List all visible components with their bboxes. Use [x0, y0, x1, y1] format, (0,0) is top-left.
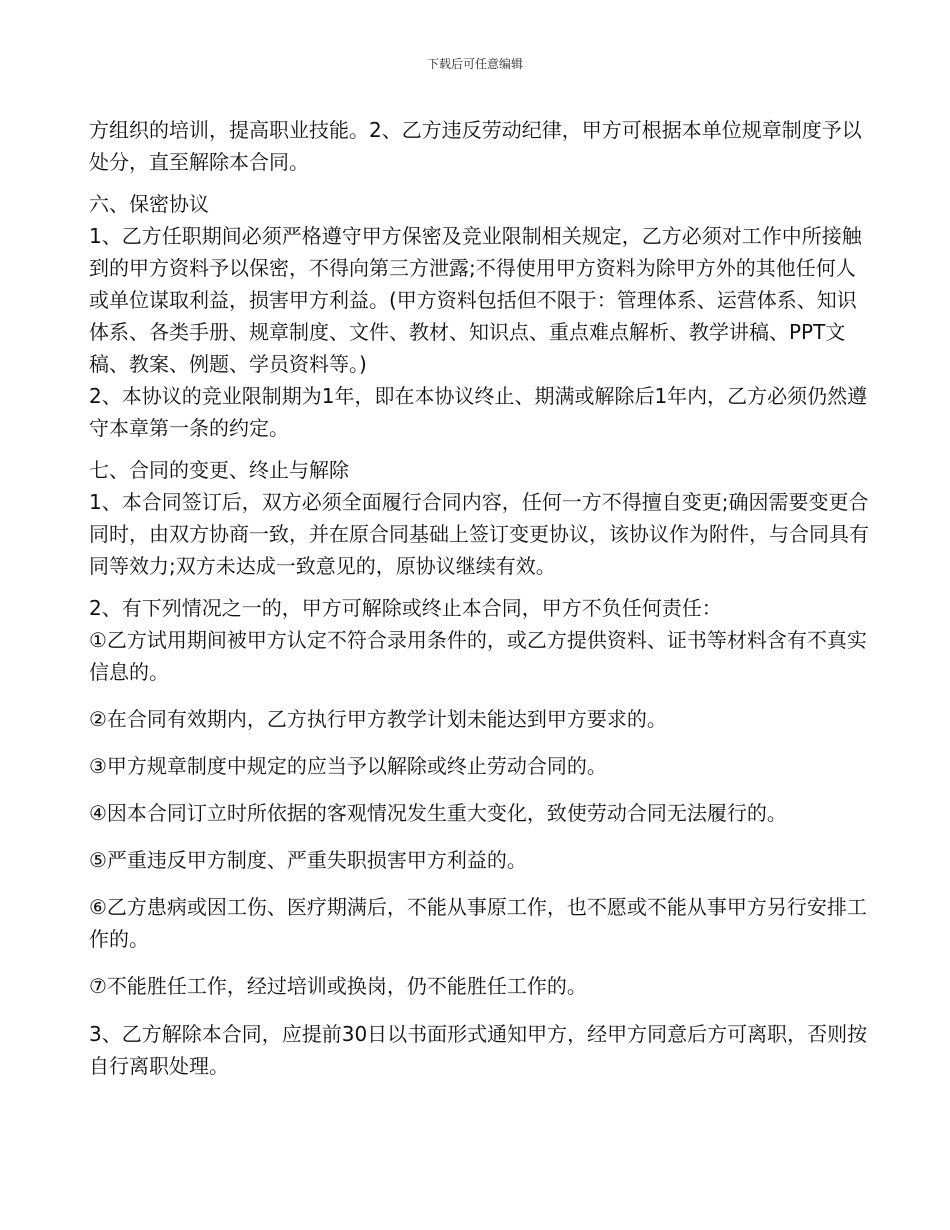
paragraph-termination-intro: 2、有下列情况之一的，甲方可解除或终止本合同，甲方不负任何责任： — [89, 596, 722, 620]
paragraph-training-discipline: 方组织的培训，提高职业技能。2、乙方违反劳动纪律，甲方可根据本单位规章制度予以处分，直至解除本合同。 — [89, 118, 862, 174]
list-item-termination-1: ①乙方试用期间被甲方认定不符合录用条件的，或乙方提供资料、证书等材料含有不真实信息的。 — [89, 628, 867, 684]
section-heading-contract-changes: 七、合同的变更、终止与解除 — [89, 458, 349, 482]
list-item-termination-6: ⑥乙方患病或因工伤、医疗期满后，不能从事原工作，也不愿或不能从事甲方另行安排工作的。 — [89, 895, 867, 951]
list-item-termination-2: ②在合同有效期内，乙方执行甲方教学计划未能达到甲方要求的。 — [89, 707, 667, 731]
list-item-termination-4: ④因本合同订立时所依据的客观情况发生重大变化，致使劳动合同无法履行的。 — [89, 801, 787, 825]
list-item-termination-3: ③甲方规章制度中规定的应当予以解除或终止劳动合同的。 — [89, 754, 607, 778]
paragraph-resignation-clause-3: 3、乙方解除本合同，应提前30日以书面形式通知甲方，经甲方同意后方可离职，否则按自行离职处理。 — [89, 1022, 868, 1078]
page-header-note: 下载后可任意编辑 — [426, 57, 523, 71]
paragraph-change-clause-1: 1、本合同签订后，双方必须全面履行合同内容，任何一方不得擅自变更;确因需要变更合同时，由双方协商一致，并在原合同基础上签订变更协议，该协议作为附件，与合同具有同等效力;双方未达成一致意见的，原协议继续有效。 — [89, 490, 869, 578]
document-body — [89, 114, 869, 1082]
paragraph-confidentiality-clause-1: 1、乙方任职期间必须严格遵守甲方保密及竞业限制相关规定，乙方必须对工作中所接触到的甲方资料予以保密，不得向第三方泄露;不得使用甲方资料为除甲方外的其他任何人或单位谋取利益，损害甲方利益。(甲方资料包括但不限于：管理体系、运营体系、知识体系、各类手册、规章制度、文件、教材、知识点、重点难点解析、教学讲稿、PPT文稿、教案、例题、学员资料等。) — [89, 224, 862, 376]
list-item-termination-5: ⑤严重违反甲方制度、严重失职损害甲方利益的。 — [89, 848, 527, 872]
section-heading-confidentiality: 六、保密协议 — [89, 192, 209, 216]
paragraph-confidentiality-clause-2: 2、本协议的竞业限制期为1年，即在本协议终止、期满或解除后1年内，乙方必须仍然遵守本章第一条的约定。 — [89, 384, 868, 440]
list-item-termination-7: ⑦不能胜任工作，经过培训或换岗，仍不能胜任工作的。 — [89, 974, 587, 998]
